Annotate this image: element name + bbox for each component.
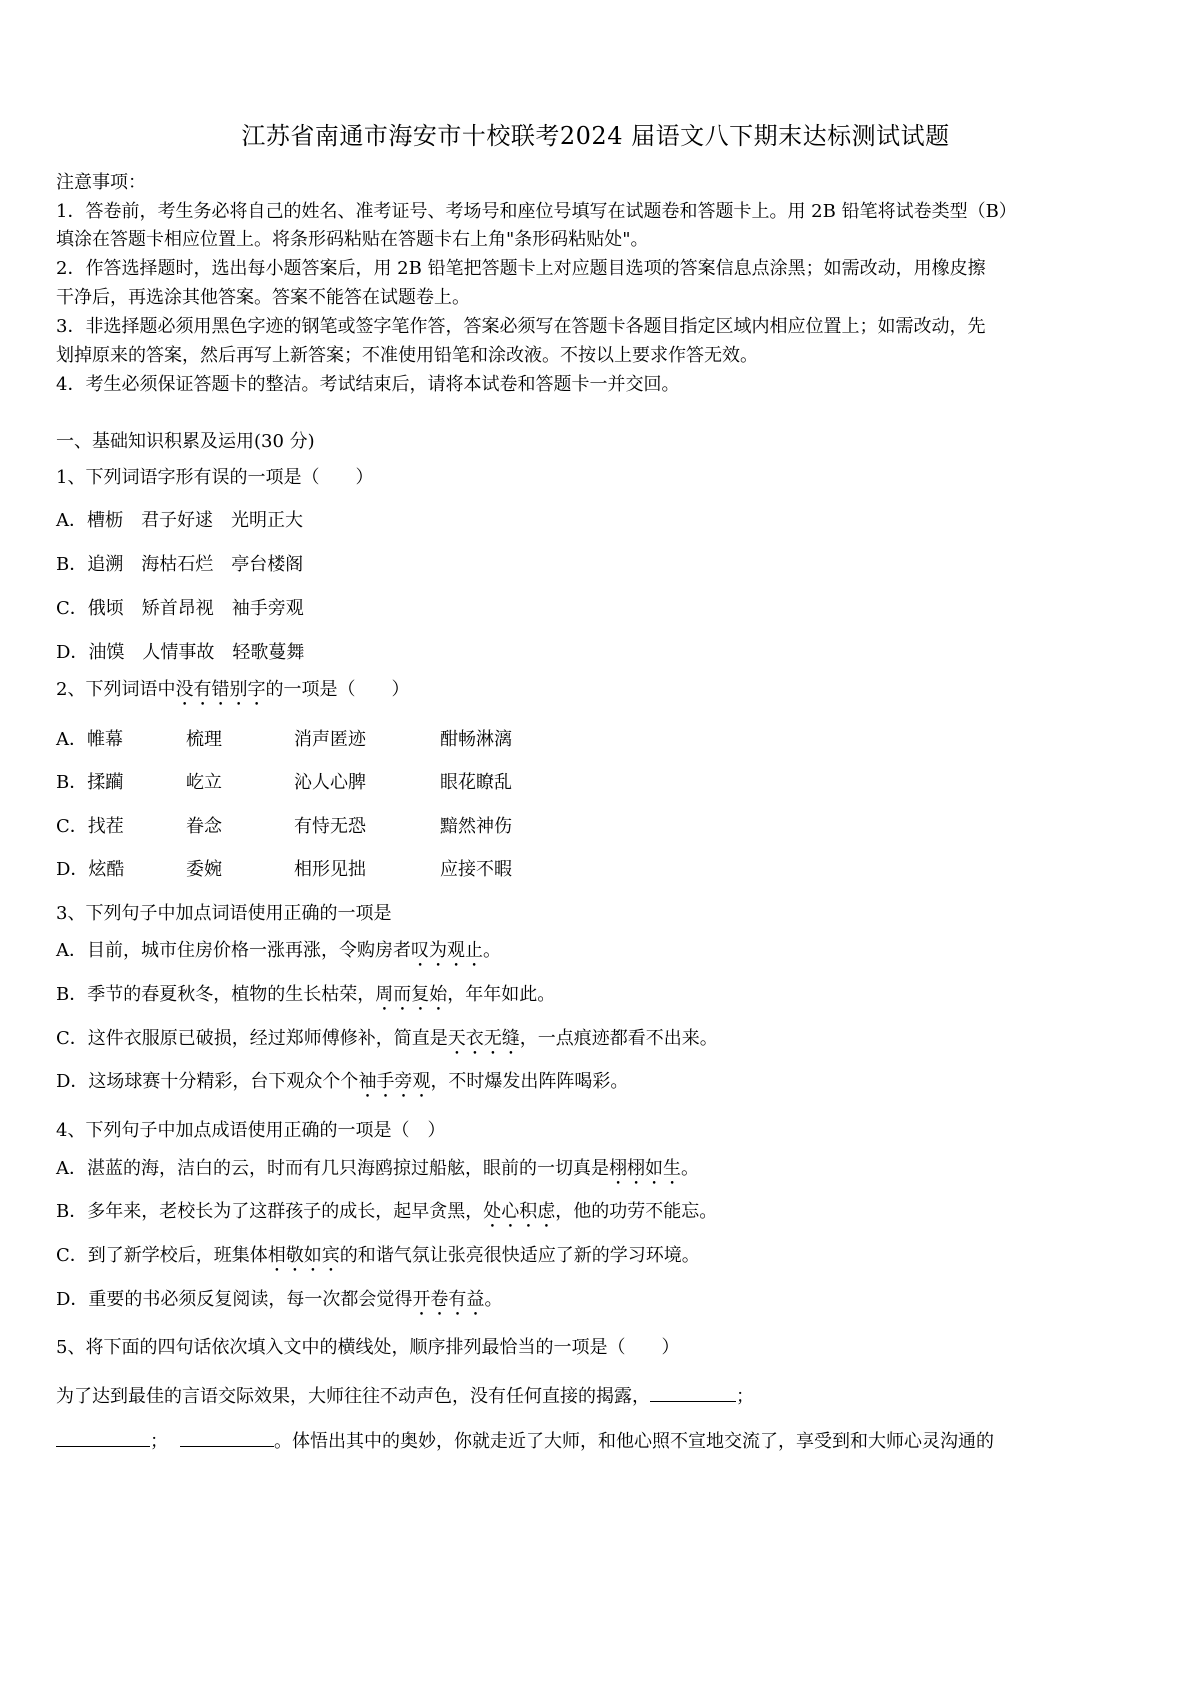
option-text: C．这件衣服原已破损，经过郑师傅修补，简直是 bbox=[56, 1028, 448, 1049]
dotted-phrase: 袖手旁观 bbox=[358, 1071, 431, 1092]
notice-line: 划掉原来的答案，然后再写上新答案；不准使用铅笔和涂改液。不按以上要求作答无效。 bbox=[56, 345, 758, 366]
q2-word: 酣畅淋漓 bbox=[440, 729, 512, 750]
fill-blank bbox=[56, 1428, 150, 1447]
q2-word: 消声匿迹 bbox=[294, 729, 366, 750]
option-text: A．湛蓝的海，洁白的云，时而有几只海鸥掠过船舷，眼前的一切真是 bbox=[56, 1158, 609, 1179]
q1-stem: 1、下列词语字形有误的一项是（ ） bbox=[56, 467, 374, 488]
q4-option-d bbox=[56, 1288, 502, 1320]
q3-option-b bbox=[56, 983, 555, 1015]
q1-option-b: B．追溯 海枯石烂 亭台楼阁 bbox=[56, 554, 304, 575]
dotted-phrase: 处心积虑 bbox=[483, 1201, 556, 1222]
option-text: ，他的功劳不能忘。 bbox=[555, 1201, 718, 1222]
q5-passage-line-1 bbox=[56, 1383, 754, 1409]
q2-word: 委婉 bbox=[186, 859, 222, 880]
option-text: 的和谐气氛让张亮很快适应了新的学习环境。 bbox=[339, 1245, 700, 1266]
dotted-phrase: 周而复始 bbox=[375, 984, 448, 1005]
notice-line: 填涂在答题卡相应位置上。将条形码粘贴在答题卡右上角"条形码粘贴处"。 bbox=[56, 229, 649, 250]
notice-line: 1．答卷前，考生务必将自己的姓名、准考证号、考场号和座位号填写在试题卷和答题卡上。用 2B 铅笔将试卷类型（B） bbox=[56, 201, 1017, 222]
q2-word: 沁人心脾 bbox=[294, 772, 366, 793]
passage-text: 为了达到最佳的言语交际效果，大师往往不动声色，没有任何直接的揭露， bbox=[56, 1386, 650, 1407]
q2-option-label: D．炫酷 bbox=[56, 859, 125, 880]
q1-option-d: D．油馍 人情事故 轻歌蔓舞 bbox=[56, 642, 305, 663]
q4-stem: 4、下列句子中加点成语使用正确的一项是（ ） bbox=[56, 1120, 446, 1141]
q2-word: 梳理 bbox=[186, 729, 222, 750]
notice-line: 干净后，再选涂其他答案。答案不能答在试题卷上。 bbox=[56, 287, 470, 308]
notice-line: 4．考生必须保证答题卡的整洁。考试结束后，请将本试卷和答题卡一并交回。 bbox=[56, 374, 680, 395]
q5-passage-line-2 bbox=[56, 1428, 994, 1454]
q2-stem-emphasis: 没有错别字 bbox=[175, 679, 266, 700]
option-text: A．目前，城市住房价格一涨再涨，令购房者 bbox=[56, 940, 411, 961]
q5-stem: 5、将下面的四句话依次填入文中的横线处，顺序排列最恰当的一项是（ ） bbox=[56, 1337, 680, 1358]
dotted-phrase: 栩栩如生 bbox=[609, 1158, 681, 1179]
notice-line: 3．非选择题必须用黑色字迹的钢笔或签字笔作答，答案必须写在答题卡各题目指定区域内相应位置上；如需改动，先 bbox=[56, 316, 986, 337]
dotted-phrase: 天衣无缝 bbox=[447, 1028, 520, 1049]
q2-option-label: C．找茬 bbox=[56, 816, 124, 837]
q2-option-label: B．揉躏 bbox=[56, 772, 124, 793]
option-text: C．到了新学校后，班集体 bbox=[56, 1245, 268, 1266]
fill-blank bbox=[180, 1428, 274, 1447]
q3-option-a bbox=[56, 939, 501, 971]
q2-word: 黯然神伤 bbox=[440, 816, 512, 837]
exam-title: 江苏省南通市海安市十校联考2024 届语文八下期末达标测试试题 bbox=[241, 122, 950, 150]
q2-word: 相形见拙 bbox=[294, 859, 366, 880]
dotted-phrase: 叹为观止 bbox=[411, 940, 483, 961]
dotted-phrase: 开卷有益 bbox=[412, 1289, 485, 1310]
fill-blank bbox=[650, 1383, 736, 1402]
option-text: ，一点痕迹都看不出来。 bbox=[519, 1028, 718, 1049]
passage-text: ； bbox=[150, 1431, 168, 1452]
passage-text: ； bbox=[736, 1386, 754, 1407]
q2-word: 有恃无恐 bbox=[294, 816, 366, 837]
q2-word: 眷念 bbox=[186, 816, 222, 837]
option-text: D．这场球赛十分精彩，台下观众个个 bbox=[56, 1071, 359, 1092]
option-text: B．多年来，老校长为了这群孩子的成长，起早贪黑， bbox=[56, 1201, 484, 1222]
option-text: 。 bbox=[681, 1158, 699, 1179]
q4-option-a bbox=[56, 1157, 699, 1189]
q2-word: 屹立 bbox=[186, 772, 222, 793]
notice-line: 2．作答选择题时，选出每小题答案后，用 2B 铅笔把答题卡上对应题目选项的答案信息点涂黑；如需改动，用橡皮擦 bbox=[56, 258, 986, 279]
q2-stem bbox=[56, 678, 409, 710]
option-text: 。 bbox=[484, 1289, 503, 1310]
q3-option-d bbox=[56, 1070, 628, 1102]
q2-stem-pre: 2、下列词语中 bbox=[56, 679, 176, 700]
q4-option-b bbox=[56, 1200, 717, 1232]
option-text: ，不时爆发出阵阵喝彩。 bbox=[430, 1071, 629, 1092]
notice-heading: 注意事项： bbox=[56, 172, 146, 193]
q1-option-c: C．俄顷 矫首昂视 袖手旁观 bbox=[56, 598, 304, 619]
section-heading: 一、基础知识积累及运用(30 分) bbox=[56, 431, 315, 452]
q3-option-c bbox=[56, 1027, 718, 1059]
passage-text: 。体悟出其中的奥妙，你就走近了大师，和他心照不宣地交流了，享受到和大师心灵沟通的 bbox=[274, 1431, 994, 1452]
q1-option-a: A．槽枥 君子好逑 光明正大 bbox=[56, 510, 303, 531]
option-text: D．重要的书必须反复阅读，每一次都会觉得 bbox=[56, 1289, 413, 1310]
q2-word: 应接不暇 bbox=[440, 859, 512, 880]
option-text: ，年年如此。 bbox=[447, 984, 556, 1005]
q2-word: 眼花瞭乱 bbox=[440, 772, 512, 793]
option-text: 。 bbox=[483, 940, 501, 961]
q2-stem-post: 的一项是（ ） bbox=[265, 679, 410, 700]
q4-option-c bbox=[56, 1244, 700, 1276]
dotted-phrase: 相敬如宾 bbox=[267, 1245, 340, 1266]
q3-stem: 3、下列句子中加点词语使用正确的一项是 bbox=[56, 903, 392, 924]
q2-option-label: A．帷幕 bbox=[56, 729, 123, 750]
option-text: B．季节的春夏秋冬，植物的生长枯荣， bbox=[56, 984, 376, 1005]
